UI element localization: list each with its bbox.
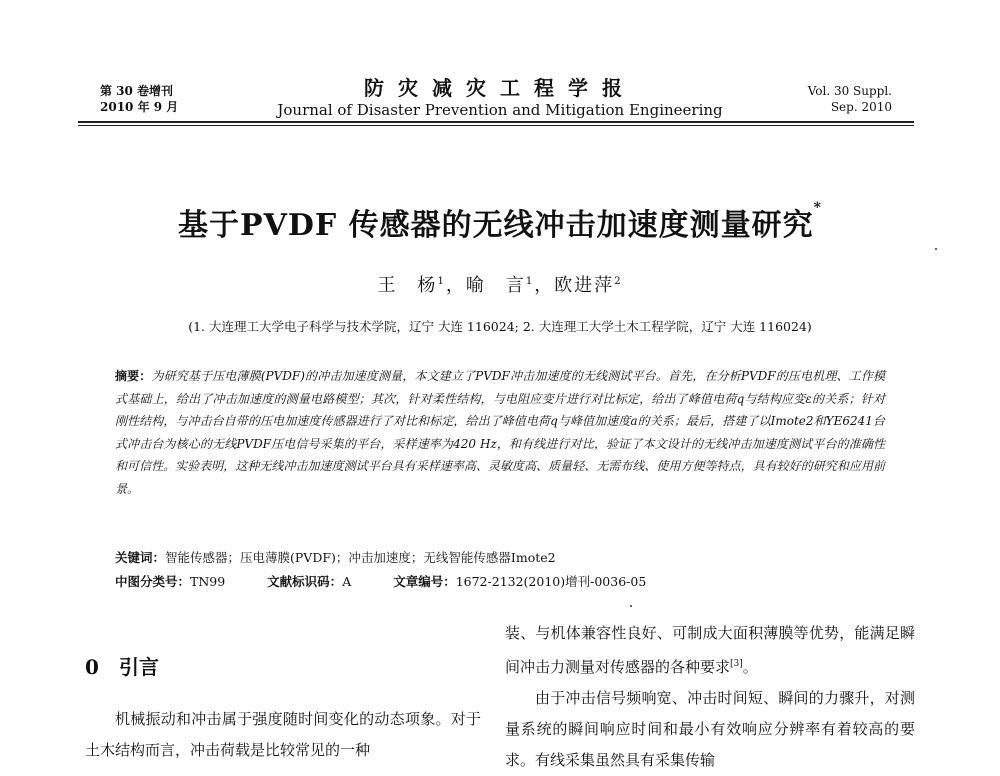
header-date: 2010 年 9 月 <box>100 100 179 114</box>
journal-title-cn: 防灾减灾工程学报 <box>364 76 636 100</box>
journal-title-en: Journal of Disaster Prevention and Mitigation Engineering <box>277 101 723 119</box>
author-list <box>0 271 1000 297</box>
article-number-label: 文章编号： <box>393 574 456 589</box>
author-affiliation-mark: 1 <box>525 276 535 287</box>
keywords <box>115 547 556 569</box>
author-separator: ， <box>445 275 466 296</box>
author-affiliation-mark: 1 <box>437 276 446 287</box>
section-title: 引言 <box>119 655 159 679</box>
header-date-en: Sep. 2010 <box>830 100 892 114</box>
header-rule-thin <box>78 125 914 126</box>
header-volume-info-en <box>808 83 892 115</box>
section-number: 0 <box>85 655 99 679</box>
abstract-label: 摘要： <box>115 369 152 383</box>
author-name: 喻 言 <box>465 275 526 296</box>
section-heading <box>85 651 159 680</box>
keywords-label: 关键词： <box>115 550 166 565</box>
speck <box>630 605 632 607</box>
keywords-text: 智能传感器；压电薄膜(PVDF)；冲击加速度；无线智能传感器Imote2 <box>165 550 556 565</box>
right-paragraph-1-end: 。 <box>742 658 758 676</box>
right-paragraph-1 <box>505 618 915 683</box>
doc-code-value: A <box>342 574 352 589</box>
header-volume: 第 30 卷增刊 <box>100 84 174 98</box>
speck <box>935 248 937 250</box>
author-separator: ， <box>534 275 555 296</box>
abstract <box>115 365 885 500</box>
author-name: 王 杨 <box>377 275 438 296</box>
clc-value: TN99 <box>190 574 226 589</box>
affiliations: (1. 大连理工大学电子科学与技术学院，辽宁 大连 116024; 2. 大连理工大学土木工程学院，辽宁 大连 116024) <box>188 319 812 334</box>
abstract-text: 为研究基于压电薄膜(PVDF)的冲击加速度测量，本文建立了PVDF冲击加速度的无线测试平台。首先，在分析PVDF的压电机理、工作模式基础上，给出了冲击加速度的测量电路模型；其次，针对柔性结构，与电阻应变片进行对比标定，给出了峰值电荷q与结构应变ε的关系；针对刚性结构，与冲击台自带的压电加速度传感器进行了对比和标定，给出了峰值电荷q与峰值加速度a的关系；最后，搭建了以Imote2和YE6241台式冲击台为核心的无线PVDF压电信号采集的平台，采样速率为420 Hz，和有线进行对比，验证了本文设计的无线冲击加速度测试平台的准确性和可信性。实验表明，这种无线冲击加速度测试平台具有采样速率高、灵敏度高、质量轻、无需布线、使用方便等特点，具有较好的研究和应用前景。 <box>115 369 885 496</box>
doc-code-label: 文献标识码： <box>267 574 343 589</box>
paper-title <box>0 200 1000 244</box>
classification-line <box>115 571 646 593</box>
title-footnote-mark: * <box>813 200 822 216</box>
right-paragraph-1-text: 装、与机体兼容性良好、可制成大面积薄膜等优势，能满足瞬间冲击力测量对传感器的各种要求 <box>505 624 915 676</box>
article-number-value: 1672-2132(2010)增刊-0036-05 <box>455 574 647 589</box>
header-volume-en: Vol. 30 Suppl. <box>807 84 892 98</box>
header-rule-thick <box>78 121 914 123</box>
paper-title-text: 基于PVDF 传感器的无线冲击加速度测量研究 <box>178 208 814 243</box>
author-name: 欧进萍 <box>554 275 615 296</box>
intro-paragraph-left: 机械振动和冲击属于强度随时间变化的动态项象。对于土木结构而言，冲击荷载是比较常见的一种 <box>85 710 481 759</box>
author-affiliation-mark: 2 <box>614 276 623 287</box>
right-column <box>505 618 915 776</box>
citation-ref: [3] <box>730 659 743 669</box>
right-paragraph-2: 由于冲击信号频响宽、冲击时间短、瞬间的力骤升，对测量系统的瞬间响应时间和最小有效响应分辨率有着较高的要求。有线采集虽然具有采集传输 <box>505 689 915 769</box>
clc-label: 中图分类号： <box>115 574 191 589</box>
